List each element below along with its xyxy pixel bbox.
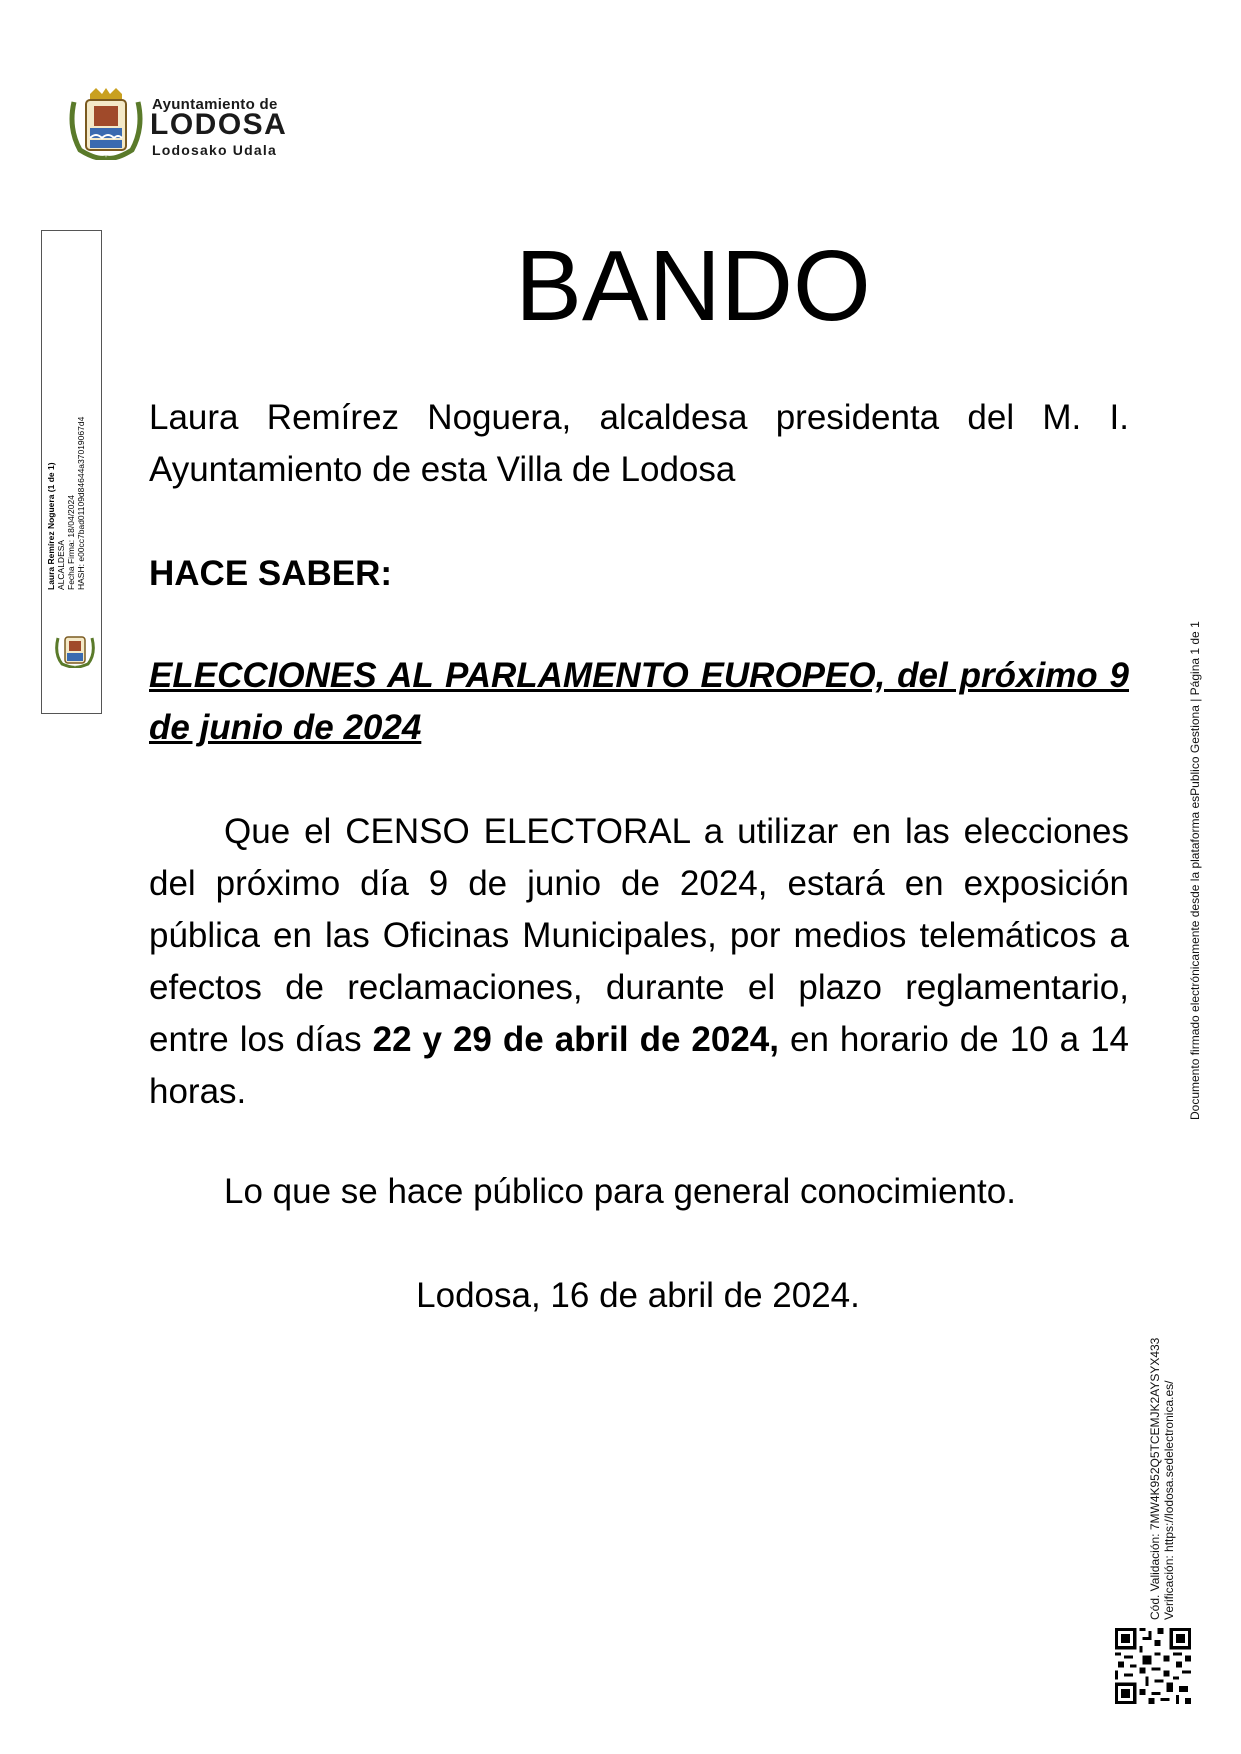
logo-line-2: LODOSA [150, 108, 288, 141]
signer-role: ALCALDESA [56, 539, 66, 590]
body-text-1: Que el CENSO ELECTORAL a utilizar en las elecciones del próximo día 9 de junio de 2024, estará en exposición pública en las Oficinas Municipales, por medios telemáticos a efectos de reclamaciones, durante el plazo reglamentario, entre los días [149, 812, 1129, 1059]
document-title: BANDO [515, 230, 871, 342]
body-text-2: en horario de 10 a 14 horas. [149, 1020, 1129, 1111]
signature-emblem-icon [54, 632, 96, 668]
elections-heading: ELECCIONES AL PARLAMENTO EUROPEO, del próximo 9 de junio de 2024 [149, 656, 1129, 747]
signature-info [46, 417, 86, 590]
place-date: Lodosa, 16 de abril de 2024. [416, 1276, 860, 1315]
signer-name: Laura Remírez Noguera (1 de 1) [46, 462, 56, 590]
logo-line-3: Lodosako Udala [152, 142, 277, 158]
intro-paragraph: Laura Remírez Noguera, alcaldesa presidenta del M. I. Ayuntamiento de esta Villa de Lodosa [149, 398, 1129, 489]
signature-hash: HASH: e00cc7bad01109d84644a37019067d4 [76, 416, 86, 590]
body-paragraph [149, 806, 1129, 1118]
coat-of-arms-icon [66, 88, 146, 160]
closing-paragraph: Lo que se hace público para general conocimiento. [224, 1172, 1016, 1211]
validation-code: Cód. Validación: 7MW4K952Q5TCEMJK2AYSYX433 [1148, 1337, 1162, 1620]
signed-platform-text: Documento firmado electrónicamente desde la plataforma esPublico Gestiona | Página 1 de 1 [1188, 621, 1202, 1120]
hace-saber-heading: HACE SABER: [149, 554, 393, 593]
logo-line-1: Ayuntamiento de [152, 96, 278, 113]
body-text-bold: 22 y 29 de abril de 2024, [372, 1020, 779, 1059]
signature-date: Fecha Firma: 18/04/2024 [66, 495, 76, 590]
municipality-logo [66, 88, 316, 160]
verification-url: Verificación: https://lodosa.sedelectronica.es/ [1162, 1380, 1176, 1620]
validation-info [1148, 1338, 1176, 1620]
qr-code-icon [1115, 1628, 1191, 1704]
